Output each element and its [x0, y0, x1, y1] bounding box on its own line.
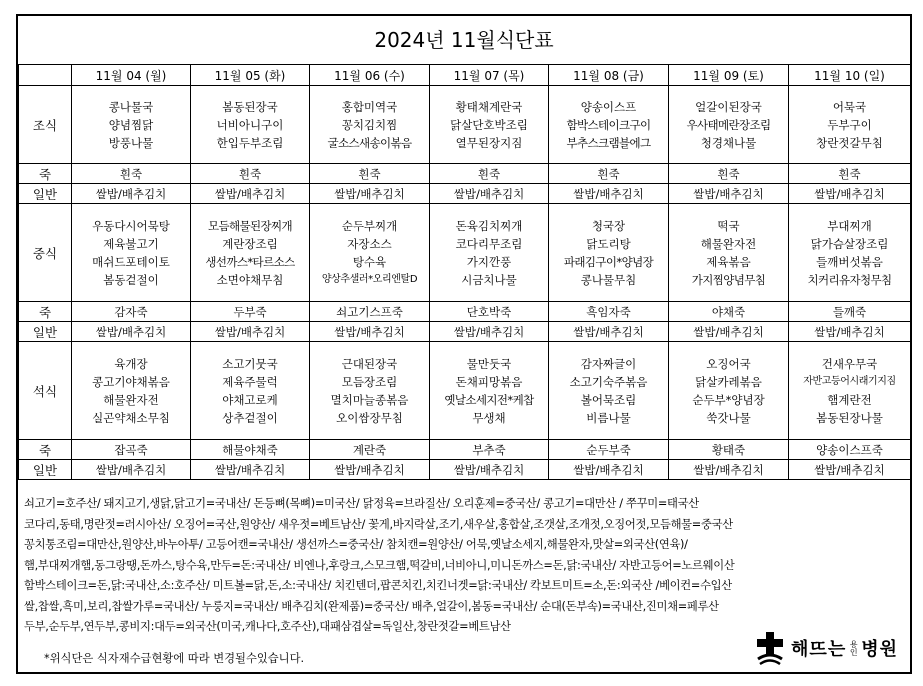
origin-notes [18, 494, 910, 638]
menu-cell: 콩나물국 양념찜닭 방풍나물 [72, 86, 191, 164]
porridge-cell: 흑임자죽 [549, 302, 669, 322]
porridge-cell: 들깨죽 [789, 302, 911, 322]
origin-note-line: 쇠고기=호주산/ 돼지고기,생닭,닭고기=국내산/ 돈등뼈(목뼈)=미국산/ 닭정육=브라질산/ 오리훈제=중국산/ 콩고기=대만산 / 쭈꾸미=태국산 [24, 497, 699, 510]
day-header: 11월 08 (금) [549, 65, 669, 86]
regular-cell: 쌀밥/배추김치 [549, 322, 669, 342]
porridge-cell: 흰죽 [669, 164, 789, 184]
porridge-cell: 단호박죽 [430, 302, 549, 322]
porridge-cell: 흰죽 [789, 164, 911, 184]
menu-cell: 황태채계란국 닭살단호박조림 열무된장지짐 [430, 86, 549, 164]
regular-cell: 쌀밥/배추김치 [310, 184, 430, 204]
logo-small-text: 용인 [849, 640, 859, 656]
porridge-cell: 흰죽 [72, 164, 191, 184]
regular-cell: 쌀밥/배추김치 [310, 460, 430, 480]
breakfast-regular-row [19, 184, 911, 204]
regular-cell: 쌀밥/배추김치 [72, 184, 191, 204]
porridge-cell: 쇠고기스프죽 [310, 302, 430, 322]
menu-cell: 우동다시어묵탕 제육불고기 매쉬드포테이토 봄동겉절이 [72, 204, 191, 302]
regular-cell: 쌀밥/배추김치 [789, 322, 911, 342]
regular-label: 일반 [19, 460, 72, 480]
regular-cell: 쌀밥/배추김치 [72, 460, 191, 480]
origin-note-line: 햄,부대찌개햄,동그랑땡,돈까스,탕수육,만두=돈:국내산/ 비엔나,후랑크,스모크햄,떡갈비,너비아니,미니돈까스=돈,닭:국내산/ 자반고등어=노르웨이산 [24, 558, 735, 572]
dinner-label: 석식 [19, 342, 72, 440]
menu-cell: 양송이스프 함박스테이크구이 부추스크램블에그 [549, 86, 669, 164]
regular-cell: 쌀밥/배추김치 [191, 322, 310, 342]
menu-table [18, 64, 911, 480]
lunch-row [19, 204, 911, 302]
lunch-label: 중식 [19, 204, 72, 302]
menu-cell: 순두부찌개 자장소스 탕수육 양상추샐러*오리엔탈D [310, 204, 430, 302]
menu-cell: 부대찌개 닭가슴살장조림 들깨버섯볶음 치커리유자청무침 [789, 204, 911, 302]
menu-cell: 감자짜글이 소고기숙주볶음 볼어묵조림 비름나물 [549, 342, 669, 440]
hospital-logo [755, 628, 898, 668]
porridge-cell: 부추죽 [430, 440, 549, 460]
porridge-cell: 흰죽 [549, 164, 669, 184]
regular-cell: 쌀밥/배추김치 [72, 322, 191, 342]
regular-cell: 쌀밥/배추김치 [549, 184, 669, 204]
origin-note-line: 코다리,동태,명란젓=러시아산/ 오징어=국산,원양산/ 새우젓=베트남산/ 꽃게,바지락살,조기,새우살,홍합살,조갯살,조개젓,오징어젓,모듬해물=중국산 [24, 517, 733, 531]
porridge-cell: 계란죽 [310, 440, 430, 460]
menu-cell: 오징어국 닭살카레볶음 순두부*양념장 쑥갓나물 [669, 342, 789, 440]
porridge-cell: 순두부죽 [549, 440, 669, 460]
porridge-label: 죽 [19, 440, 72, 460]
regular-cell: 쌀밥/배추김치 [669, 322, 789, 342]
day-header: 11월 10 (일) [789, 65, 911, 86]
breakfast-porridge-row [19, 164, 911, 184]
porridge-cell: 야채죽 [669, 302, 789, 322]
day-header: 11월 07 (목) [430, 65, 549, 86]
cross-icon [755, 631, 785, 665]
menu-cell: 육개장 콩고기야채볶음 해물완자전 실곤약채소무침 [72, 342, 191, 440]
porridge-cell: 해물야채죽 [191, 440, 310, 460]
porridge-cell: 흰죽 [191, 164, 310, 184]
menu-cell: 돈육김치찌개 코다리무조림 가지깐풍 시금치나물 [430, 204, 549, 302]
origin-note-line: 쌀,찹쌀,흑미,보리,찹쌀가루=국내산/ 누룽지=국내산/ 배추김치(완제품)=중국산/ 배추,얼갈이,봄동=국내산/ 순대(돈부속)=국내산,진미채=페루산 [24, 599, 719, 613]
origin-note-line: 꽁치통조림=대만산,원양산,바누아투/ 고등어캔=국내산/ 생선까스=중국산/ 참치캔=원양산/ 어묵,옛날소세지,해물완자,맛살=외국산(연육)/ [24, 538, 688, 551]
regular-cell: 쌀밥/배추김치 [549, 460, 669, 480]
menu-cell: 소고기뭇국 제육주물럭 야채고로케 상추겉절이 [191, 342, 310, 440]
menu-cell: 물만둣국 돈채피망볶음 옛날소세지전*케찹 무생채 [430, 342, 549, 440]
porridge-label: 죽 [19, 164, 72, 184]
footnote: *위식단은 식자재수급현황에 따라 변경될수있습니다. [44, 652, 305, 665]
menu-cell: 봄동된장국 너비아니구이 한입두부조림 [191, 86, 310, 164]
regular-cell: 쌀밥/배추김치 [430, 460, 549, 480]
origin-note-line: 두부,순두부,연두부,콩비지:대두=외국산(미국,캐나다,호주산),대패삼겹살=독일산,창란젓갈=베트남산 [24, 620, 511, 633]
day-header: 11월 04 (월) [72, 65, 191, 86]
regular-cell: 쌀밥/배추김치 [191, 184, 310, 204]
porridge-cell: 감자죽 [72, 302, 191, 322]
breakfast-label: 조식 [19, 86, 72, 164]
regular-cell: 쌀밥/배추김치 [789, 460, 911, 480]
day-header: 11월 05 (화) [191, 65, 310, 86]
menu-cell: 청국장 닭도리탕 파래김구이*양념장 콩나물무침 [549, 204, 669, 302]
menu-cell: 떡국 해물완자전 제육볶음 가지찜양념무침 [669, 204, 789, 302]
menu-sheet [16, 14, 912, 674]
lunch-porridge-row [19, 302, 911, 322]
regular-label: 일반 [19, 184, 72, 204]
menu-cell: 모듬해물된장찌개 계란장조림 생선까스*타르소스 소면야채무침 [191, 204, 310, 302]
origin-note-line: 함박스테이크=돈,닭:국내산,소:호주산/ 미트볼=닭,돈,소:국내산/ 치킨텐더,팝콘치킨,치킨너겟=닭:국내산/ 칵보트미트=소,돈:외국산 /베이컨=수입산 [24, 579, 732, 592]
day-header: 11월 09 (토) [669, 65, 789, 86]
day-header-row [19, 65, 911, 86]
breakfast-row [19, 86, 911, 164]
porridge-cell: 양송이스프죽 [789, 440, 911, 460]
logo-text: 해뜨는 [791, 639, 847, 660]
page-title: 2024년 11월식단표 [374, 28, 554, 52]
day-header: 11월 06 (수) [310, 65, 430, 86]
regular-cell: 쌀밥/배추김치 [430, 184, 549, 204]
lunch-regular-row [19, 322, 911, 342]
menu-cell: 건새우무국 자반고등어시래기지짐 햄계란전 봄동된장나물 [789, 342, 911, 440]
porridge-cell: 두부죽 [191, 302, 310, 322]
regular-cell: 쌀밥/배추김치 [430, 322, 549, 342]
porridge-label: 죽 [19, 302, 72, 322]
dinner-porridge-row [19, 440, 911, 460]
porridge-cell: 흰죽 [310, 164, 430, 184]
dinner-regular-row [19, 460, 911, 480]
porridge-cell: 잡곡죽 [72, 440, 191, 460]
regular-cell: 쌀밥/배추김치 [669, 184, 789, 204]
menu-cell: 얼갈이된장국 우사태메란장조림 청경채나물 [669, 86, 789, 164]
regular-cell: 쌀밥/배추김치 [310, 322, 430, 342]
regular-cell: 쌀밥/배추김치 [789, 184, 911, 204]
logo-text-2: 병원 [861, 639, 898, 660]
menu-cell: 홍합미역국 꽁치김치찜 굴소스새송이볶음 [310, 86, 430, 164]
dinner-row [19, 342, 911, 440]
menu-cell: 근대된장국 모듬장조림 멸치마늘종볶음 오이쌈장무침 [310, 342, 430, 440]
regular-label: 일반 [19, 322, 72, 342]
porridge-cell: 황태죽 [669, 440, 789, 460]
corner-cell [19, 65, 72, 86]
regular-cell: 쌀밥/배추김치 [669, 460, 789, 480]
porridge-cell: 흰죽 [430, 164, 549, 184]
regular-cell: 쌀밥/배추김치 [191, 460, 310, 480]
menu-cell: 어묵국 두부구이 창란젓갈무침 [789, 86, 911, 164]
